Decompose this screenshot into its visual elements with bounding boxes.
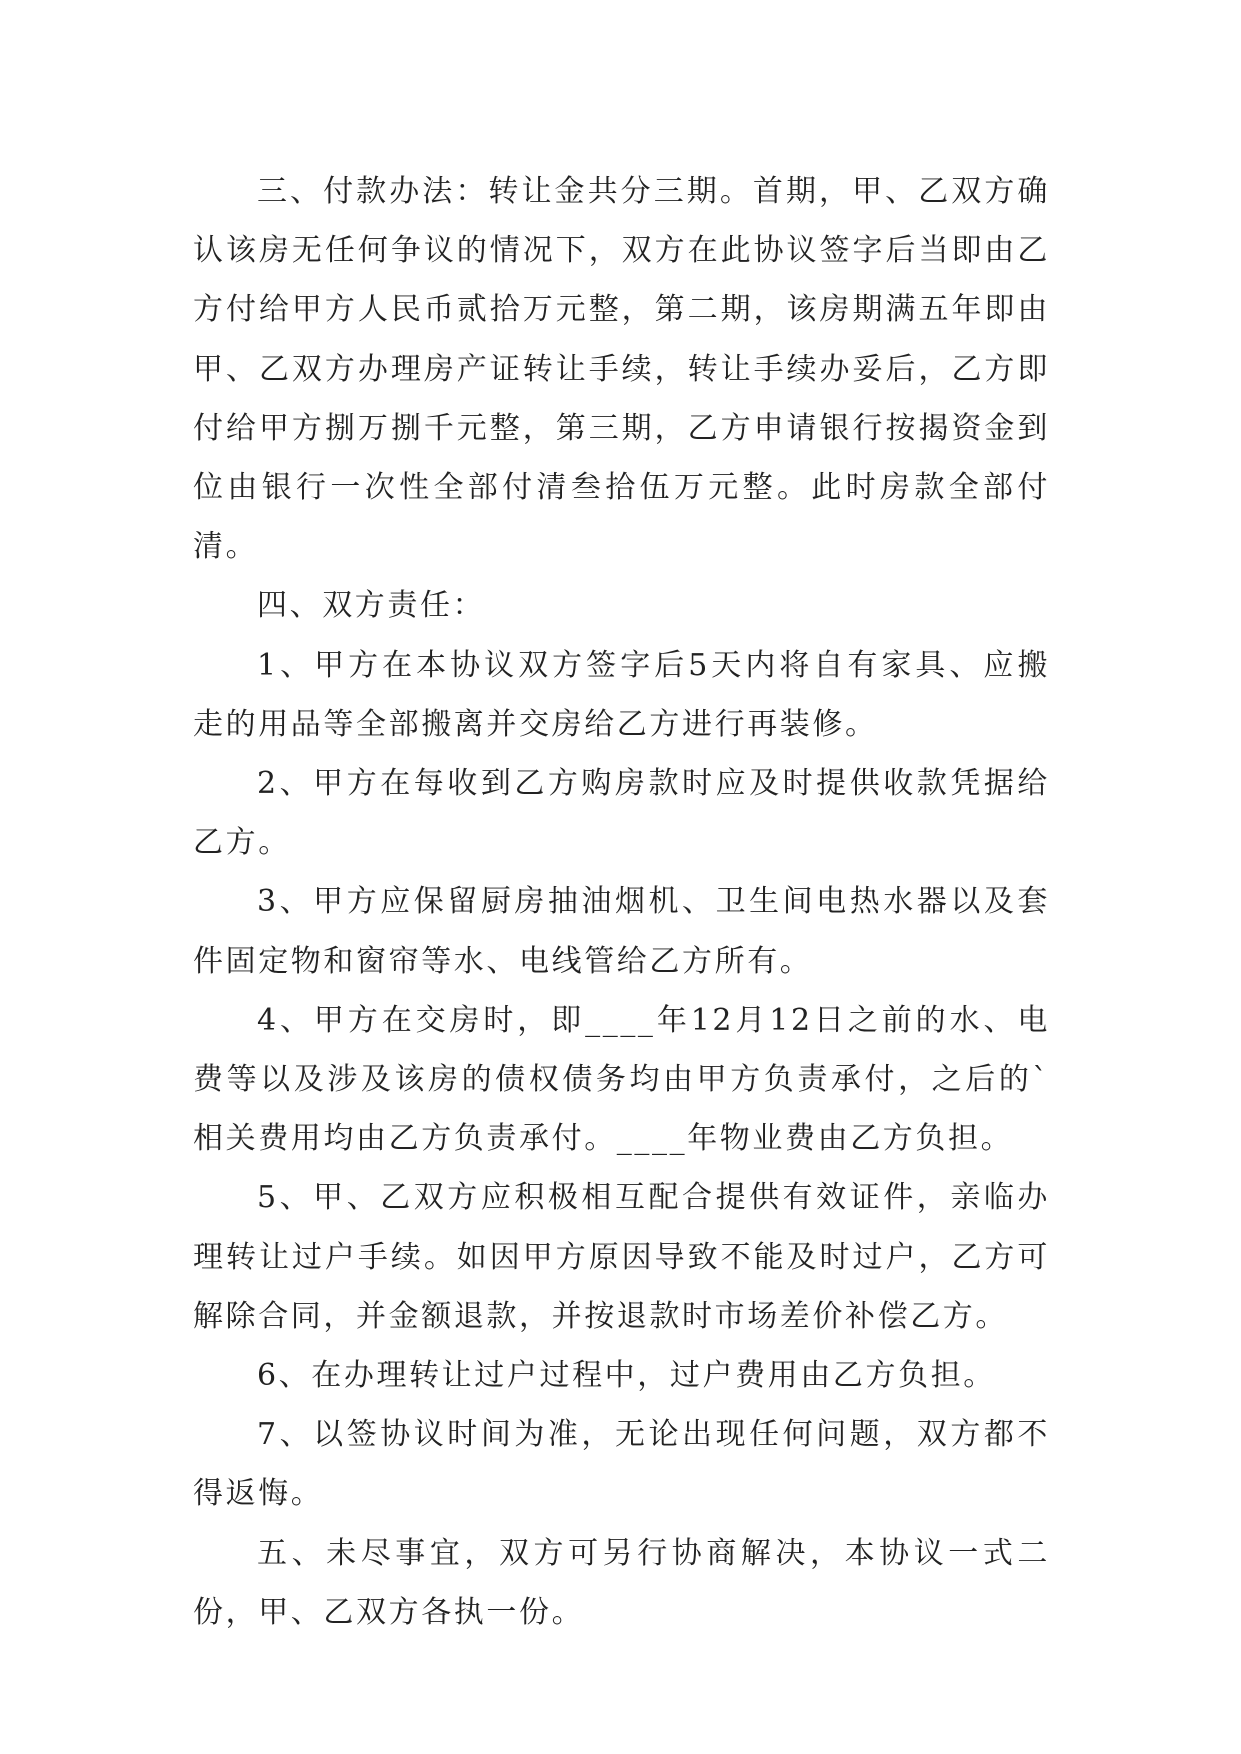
clause-3: 3、甲方应保留厨房抽油烟机、卫生间电热水器以及套件固定物和窗帘等水、电线管给乙方所有。	[193, 884, 1050, 979]
clause-4: 4、甲方在交房时，即____年12月12日之前的水、电费等以及涉及该房的债权债务均由甲方负责承付，之后的`相关费用均由乙方负责承付。____年物业费由乙方负担。	[193, 1002, 1050, 1157]
clause-1: 1、甲方在本协议双方签字后5天内将自有家具、应搬走的用品等全部搬离并交房给乙方进行再装修。	[193, 647, 1050, 742]
clause-2: 2、甲方在每收到乙方购房款时应及时提供收款凭据给乙方。	[193, 766, 1050, 861]
clause-other-matters: 五、未尽事宜，双方可另行协商解决，本协议一式二份，甲、乙双方各执一份。	[193, 1535, 1050, 1630]
clause-payment-method: 三、付款办法：转让金共分三期。首期，甲、乙双方确认该房无任何争议的情况下，双方在此协议签字后当即由乙方付给甲方人民币贰拾万元整，第二期，该房期满五年即由甲、乙双方办理房产证转让手续，转让手续办妥后，乙方即付给甲方捌万捌千元整，第三期，乙方申请银行按揭资金到位由银行一次性全部付清叁拾伍万元整。此时房款全部付清。	[193, 174, 1050, 565]
section-heading-responsibilities: 四、双方责任：	[257, 588, 486, 624]
clause-7: 7、以签协议时间为准，无论出现任何问题，双方都不得返悔。	[193, 1417, 1050, 1512]
clause-6: 6、在办理转让过户过程中，过户费用由乙方负担。	[257, 1358, 996, 1394]
document-body	[193, 162, 1050, 1642]
clause-5: 5、甲、乙双方应积极相互配合提供有效证件，亲临办理转让过户手续。如因甲方原因导致不能及时过户，乙方可解除合同，并金额退款，并按退款时市场差价补偿乙方。	[193, 1180, 1050, 1334]
